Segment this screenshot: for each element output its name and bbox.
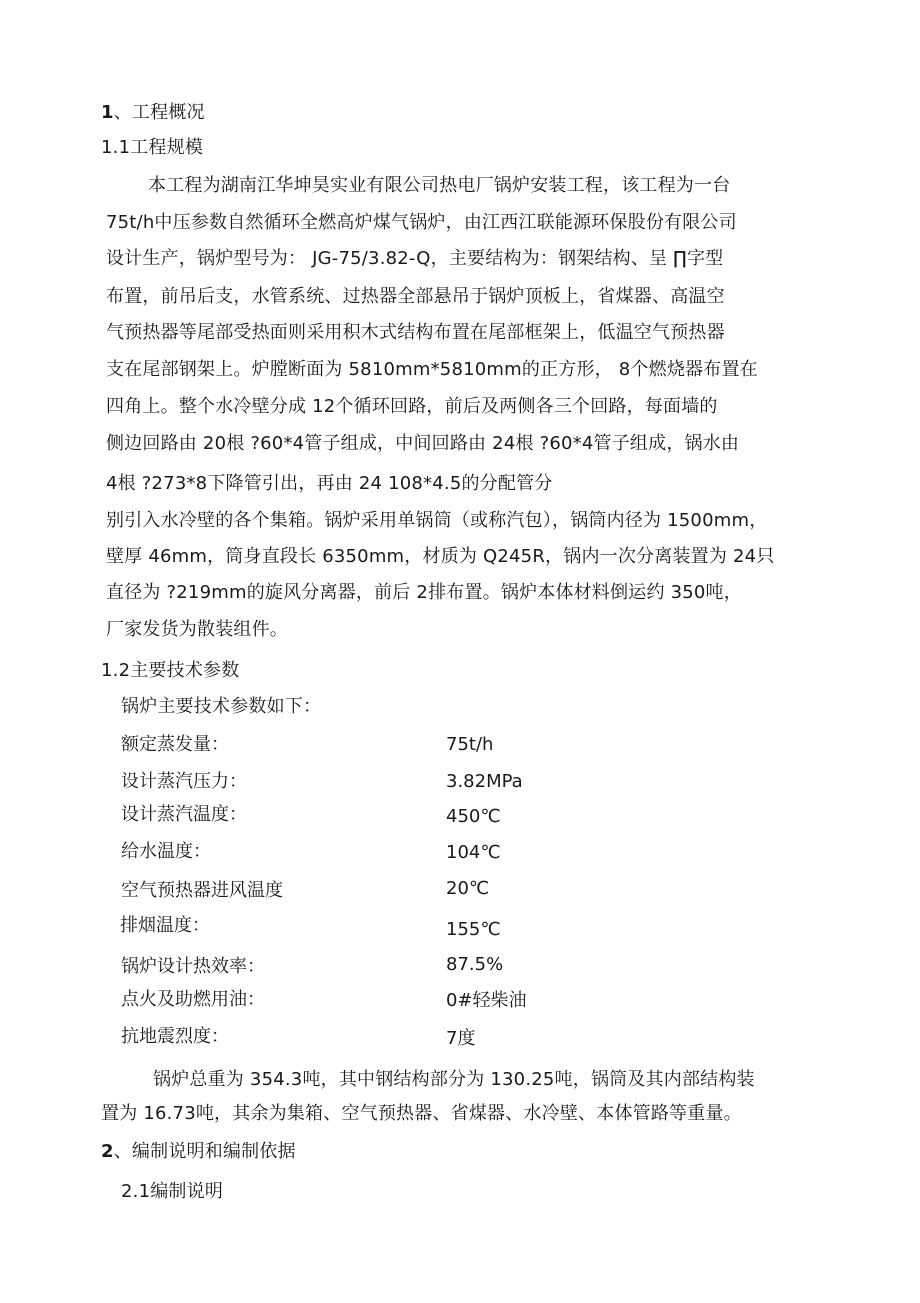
param-label: 额定蒸发量： bbox=[121, 734, 229, 755]
params-intro: 锅炉主要技术参数如下： bbox=[121, 696, 322, 717]
paragraph-line: 锅炉总重为 354.3吨，其中钢结构部分为 130.25吨，锅筒及其内部结构装 bbox=[153, 1069, 755, 1090]
paragraph-line: 设计生产，锅炉型号为： JG-75/3.82-Q，主要结构为：钢架结构、呈 ∏字型 bbox=[106, 248, 724, 269]
paragraph-line: 四角上。整个水冷壁分成 12个循环回路，前后及两侧各三个回路，每面墙的 bbox=[106, 396, 718, 417]
param-label: 点火及助燃用油： bbox=[121, 989, 265, 1010]
param-label: 设计蒸汽压力： bbox=[121, 771, 247, 792]
paragraph-line: 气预热器等尾部受热面则采用积木式结构布置在尾部框架上，低温空气预热器 bbox=[106, 322, 725, 343]
section-1-heading bbox=[101, 101, 205, 125]
param-label: 空气预热器进风温度 bbox=[121, 880, 283, 901]
param-value: 75t/h bbox=[446, 734, 494, 755]
paragraph-line: 支在尾部钢架上。炉膛断面为 5810mm*5810mm的正方形， 8个燃烧器布置在 bbox=[106, 359, 758, 380]
param-label: 给水温度： bbox=[121, 841, 211, 862]
paragraph-line: 本工程为湖南江华坤昊实业有限公司热电厂锅炉安装工程，该工程为一台 bbox=[148, 175, 731, 196]
param-value: 87.5% bbox=[446, 954, 504, 975]
section-2-heading bbox=[101, 1140, 296, 1164]
paragraph-line: 4根 ?273*8下降管引出，再由 24 108*4.5的分配管分 bbox=[106, 473, 553, 494]
section-1-number: 1 bbox=[101, 102, 114, 123]
section-1-2-heading: 1.2主要技术参数 bbox=[101, 660, 240, 681]
paragraph-line: 75t/h中压参数自然循环全燃高炉煤气锅炉，由江西江联能源环保股份有限公司 bbox=[106, 212, 737, 233]
param-label: 排烟温度： bbox=[120, 915, 210, 936]
param-label: 设计蒸汽温度： bbox=[121, 804, 247, 825]
paragraph-line: 布置，前吊后支，水管系统、过热器全部悬吊于锅炉顶板上，省煤器、高温空 bbox=[106, 286, 725, 307]
paragraph-line: 别引入水冷壁的各个集箱。锅炉采用单锅筒（或称汽包），锅筒内径为 1500mm， bbox=[106, 510, 768, 531]
paragraph-line: 侧边回路由 20根 ?60*4管子组成，中间回路由 24根 ?60*4管子组成，锅水由 bbox=[106, 433, 740, 454]
param-value: 450℃ bbox=[446, 806, 501, 827]
paragraph-line: 厂家发货为散装组件。 bbox=[106, 619, 288, 640]
paragraph-line: 置为 16.73吨，其余为集箱、空气预热器、省煤器、水冷壁、本体管路等重量。 bbox=[101, 1103, 742, 1124]
param-label: 锅炉设计热效率： bbox=[121, 956, 265, 977]
paragraph-line: 壁厚 46mm，筒身直段长 6350mm，材质为 Q245R，锅内一次分离装置为 24只 bbox=[106, 546, 775, 567]
param-value: 3.82MPa bbox=[446, 771, 523, 792]
section-2-number: 2 bbox=[101, 1141, 114, 1162]
section-1-title: 、工程概况 bbox=[113, 102, 205, 123]
paragraph-line: 直径为 ?219mm的旋风分离器，前后 2排布置。锅炉本体材料倒运约 350吨， bbox=[106, 582, 742, 603]
param-value: 0#轻柴油 bbox=[446, 990, 527, 1011]
section-2-1-heading: 2.1编制说明 bbox=[121, 1181, 224, 1202]
param-value: 155℃ bbox=[446, 919, 501, 940]
section-2-title: 、编制说明和编制依据 bbox=[113, 1141, 296, 1162]
param-value: 20℃ bbox=[446, 878, 490, 899]
section-1-1-heading: 1.1工程规模 bbox=[101, 137, 204, 158]
param-label: 抗地震烈度： bbox=[121, 1026, 229, 1047]
param-value: 104℃ bbox=[446, 842, 501, 863]
param-value: 7度 bbox=[446, 1028, 476, 1049]
